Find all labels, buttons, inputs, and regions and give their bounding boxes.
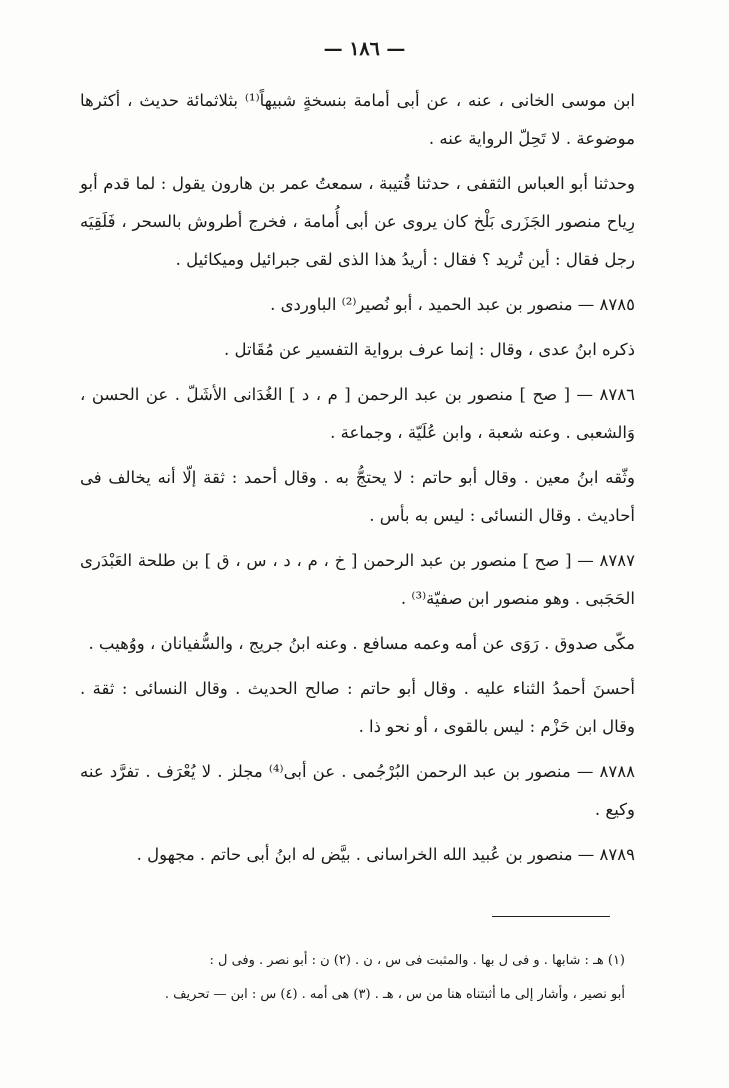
paragraph: وحدثنا أبو العباس الثقفى ، حدثنا قُتيبة ، سمعتُ عمر بن هارون يقول : لما قدم أبو رِياح منصور الجَزَرى بَلْخ كان يروى عن أبى أُمامة ، فخرج أطروش بالسحر ، فَلَقِيَه رجل فقال : أين تُريد ؟ فقال : أريدُ هذا الذى لقى جبرائيل وميكائيل . [80, 174, 635, 269]
entry-8786: ٨٧٨٦ — [ صح ] منصور بن عبد الرحمن [ م ، د ] الغُدَانى الأشَلّ . عن الحسن ، وَالشعبى . وعنه شعبة ، وابن عُلَيّة ، وجماعة . [80, 385, 635, 442]
entry-8789: ٨٧٨٩ — منصور بن عُبيد الله الخراسانى . بيَّض له ابنُ أبى حاتم . مجهول . [136, 845, 635, 864]
paragraph: أحسنَ أحمدُ الثناء عليه . وقال أبو حاتم : صالح الحديث . وقال النسائى : ثقة . وقال ابن حَزْم : ليس بالقوى ، أو نحو ذا . [80, 679, 635, 736]
entry-8785: ٨٧٨٥ — منصور بن عبد الحميد ، أبو نُصير⁽²⁾ الباوردى . [270, 295, 635, 314]
paragraph: مكّى صدوق . رَوَى عن أمه وعمه مسافع . وعنه ابنُ جريج ، والسُّفيانان ، ووُهيب . [88, 634, 635, 653]
footnote-divider [492, 916, 610, 917]
entry-8788: ٨٧٨٨ — منصور بن عبد الرحمن البُرْجُمى . عن أبى⁽⁴⁾ مجلز . لا يُعْرَف . تفرَّد عنه وكيع . [80, 762, 635, 819]
footnote-line: أبو نصير ، وأشار إلى ما أثبتناه هنا من س ، هـ . (٣) هى أمه . (٤) س : ابن — تحريف . [164, 987, 625, 1002]
paragraph: وثّقه ابنُ معين . وقال أبو حاتم : لا يحتجُّ به . وقال أحمد : ثقة إلّا أنه يخالف فى أحاديث . وقال النسائى : ليس به بأس . [80, 468, 635, 525]
footnote-line: (١) هـ : شابها . و فى ل بها . والمثبت فى س ، ن . (٢) ن : أبو نصر . وفى ل : [209, 953, 625, 968]
paragraph: ابن موسى الخانى ، عنه ، عن أبى أمامة بنسخةٍ شبيهاً⁽¹⁾ بثلاثمائة حديث ، أكثرها موضوعة . لا تَحِلّ الرواية عنه . [80, 91, 635, 148]
main-text [80, 82, 635, 881]
entry-8787: ٨٧٨٧ — [ صح ] منصور بن عبد الرحمن [ خ ، م ، د ، س ، ق ] بن طلحة العَبْدَرى الحَجَبى . وهو منصور ابن صفيّة⁽³⁾ . [80, 551, 635, 608]
paragraph: ذكره ابنُ عدى ، وقال : إنما عرف برواية التفسير عن مُقَاتل . [224, 340, 635, 359]
page-number: — ١٨٦ — [323, 38, 406, 60]
footnotes [80, 944, 625, 1012]
